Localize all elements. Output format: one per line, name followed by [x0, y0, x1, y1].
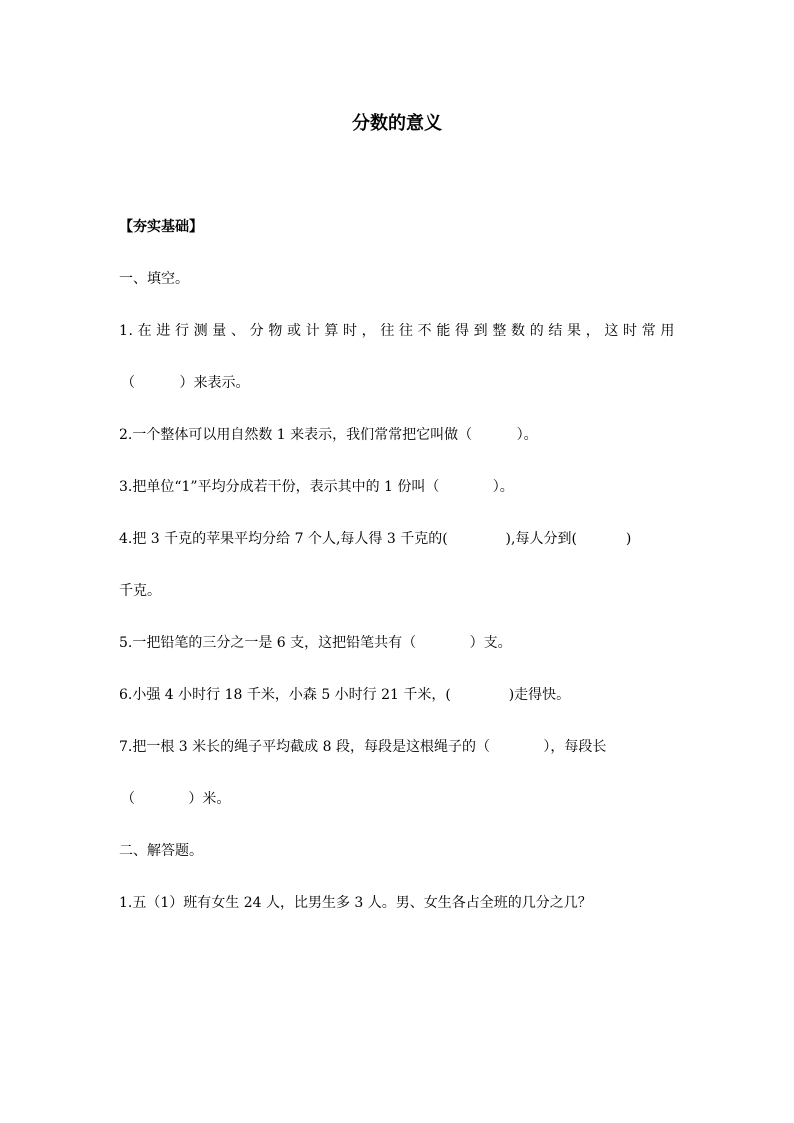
question-1-line-2: （ ）来表示。: [121, 375, 250, 391]
question-7-line-1: 7.把一根 3 米长的绳子平均截成 8 段，每段是这根绳子的（ ），每段长: [119, 739, 607, 755]
part1-heading: 一、填空。: [119, 271, 189, 287]
part2-question-1: 1.五（1）班有女生 24 人，比男生多 3 人。男、女生各占全班的几分之几？: [119, 895, 592, 911]
question-3: 3.把单位“1”平均分成若干份，表示其中的 1 份叫（ ）。: [119, 479, 514, 495]
question-4-line-1: 4.把 3 千克的苹果平均分给 7 个人,每人得 3 千克的( ),每人分到( ): [119, 531, 632, 547]
question-2: 2.一个整体可以用自然数 1 来表示，我们常常把它叫做（ ）。: [119, 427, 538, 443]
page-title: 分数的意义: [352, 113, 442, 134]
question-7-line-2: （ ）米。: [121, 791, 231, 807]
section-heading: 【夯实基础】: [119, 219, 203, 235]
question-6: 6.小强 4 小时行 18 千米，小森 5 小时行 21 千米，( )走得快。: [119, 687, 571, 703]
question-5: 5.一把铅笔的三分之一是 6 支，这把铅笔共有（ ）支。: [119, 635, 512, 651]
question-1-line-1: 1.在进行测量、分物或计算时，往往不能得到整数的结果，这时常用: [119, 323, 675, 339]
question-4-line-2: 千克。: [119, 583, 161, 599]
part2-heading: 二、解答题。: [119, 843, 203, 859]
